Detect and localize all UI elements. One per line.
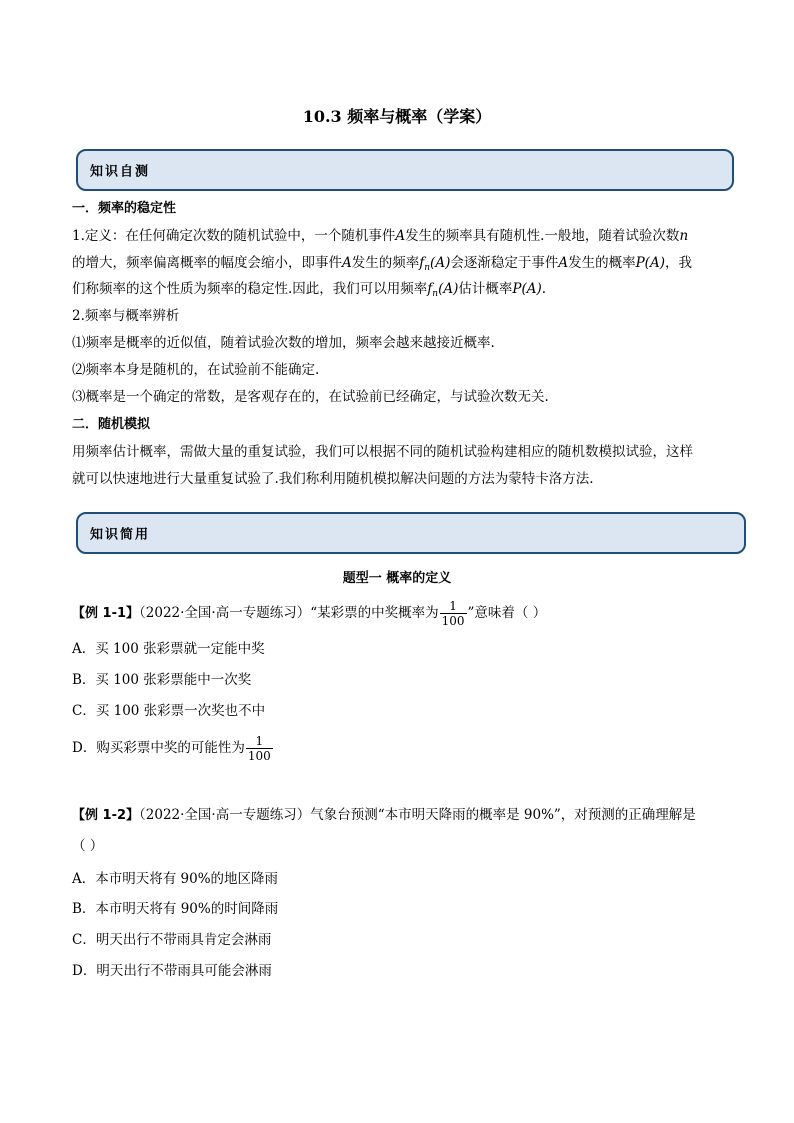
paragraph-line: 就可以快速地进行大量重复试验了.我们称利用随机模拟解决问题的方法为蒙特卡洛方法. (72, 471, 594, 487)
example-1-1-stem: 【例 1-1】（2022·全国·高一专题练习）“某彩票的中奖概率为 $\frac{1}{100}$ ”意味着（ ） (72, 599, 547, 628)
list-item: ⑵频率本身是随机的，在试验前不能确定. (72, 362, 320, 378)
option-a: A．买 100 张彩票就一定能中奖 (72, 641, 265, 657)
example-1-2-stem: 【例 1-2】（2022·全国·高一专题练习）气象台预测“本市明天降雨的概率是 90%”，对预测的正确理解是 (72, 807, 696, 823)
fraction: $\frac{1}{100}$ (441, 599, 465, 628)
section-label: 知识自测 (90, 164, 151, 180)
section-banner-self-test (76, 149, 734, 191)
paragraph-line: 用频率估计概率，需做大量的重复试验，我们可以根据不同的随机试验构建相应的随机数模拟试验，这样 (72, 444, 693, 460)
page-title: 10.3 频率与概率（学案） (302, 107, 492, 126)
part1-heading: 一．频率的稳定性 (72, 201, 177, 216)
answer-paren: （ ） (72, 838, 104, 854)
part2-heading: 二．随机模拟 (72, 417, 151, 432)
question-type-heading: 题型一 概率的定义 (342, 571, 452, 586)
option-a: A．本市明天将有 90%的地区降雨 (72, 871, 279, 887)
option-d: D．明天出行不带雨具可能会淋雨 (72, 963, 272, 979)
sub-heading: 2.频率与概率辨析 (72, 308, 180, 324)
option-c: C．明天出行不带雨具肯定会淋雨 (72, 932, 272, 948)
option-c: C．买 100 张彩票一次奖也不中 (72, 703, 266, 719)
list-item: ⑴频率是概率的近似值，随着试验次数的增加，频率会越来越接近概率. (72, 335, 495, 351)
option-d: D．购买彩票中奖的可能性为 $\frac{1}{100}$ (72, 734, 271, 763)
section-banner-application (76, 512, 746, 554)
option-b: B．本市明天将有 90%的时间降雨 (72, 901, 279, 917)
list-item: ⑶概率是一个确定的常数，是客观存在的，在试验前已经确定，与试验次数无关. (72, 389, 549, 405)
definition-line-2: 的增大，频率偏离概率的幅度会缩小，即事件A发生的频率$f_n(A)$会逐渐稳定于事件A发生的概率P(A)，我 (72, 255, 692, 273)
fraction: $\frac{1}{100}$ (247, 734, 271, 763)
section-label: 知识简用 (90, 527, 151, 543)
definition-line-1: 1.定义：在任何确定次数的随机试验中，一个随机事件A发生的频率具有随机性.一般地，随着试验次数n (72, 228, 689, 244)
definition-line-3: 们称频率的这个性质为频率的稳定性.因此，我们可以用频率$f_n(A)$估计概率P(A). (72, 281, 547, 299)
option-b: B．买 100 张彩票能中一次奖 (72, 672, 252, 688)
